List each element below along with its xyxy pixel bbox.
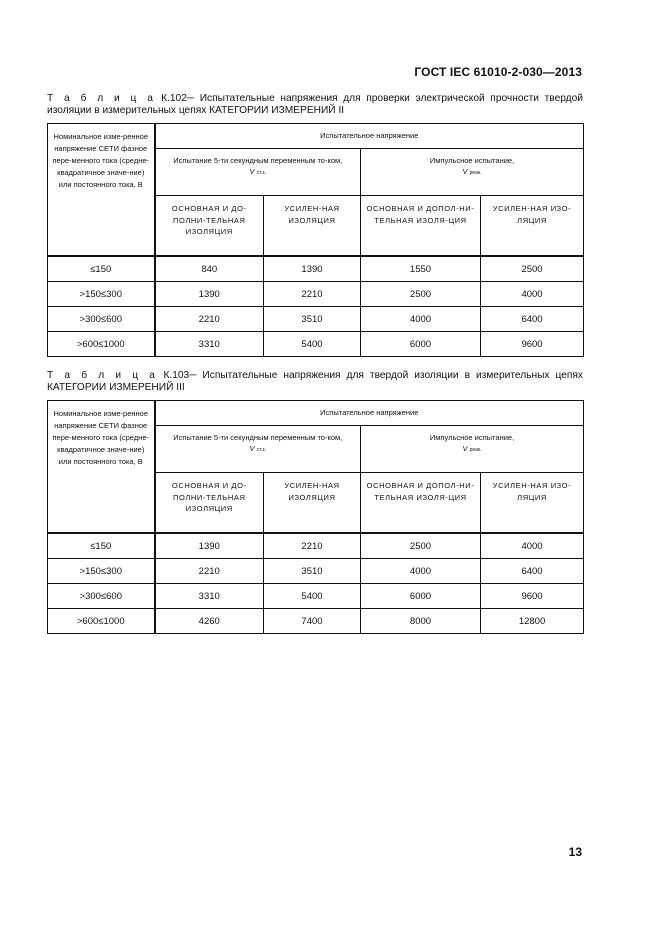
reinforced-insulation-impulse-header: УСИЛЕН-НАЯ ИЗО-ЛЯЦИЯ <box>481 473 584 534</box>
table-row <box>48 559 584 584</box>
table-cell: 2210 <box>264 282 361 307</box>
test-voltage-table-k102 <box>47 123 584 357</box>
page-number: 13 <box>568 845 582 859</box>
table-cell: 4000 <box>361 559 481 584</box>
table-row <box>48 256 584 282</box>
table-cell: 9600 <box>481 332 584 357</box>
table-cell: 2210 <box>264 533 361 559</box>
table-cell: 4260 <box>155 609 264 634</box>
table-cell: 2500 <box>481 256 584 282</box>
table-cell: 7400 <box>264 609 361 634</box>
document-standard-header: ГОСТ IEC 61010-2-030—2013 <box>414 65 582 79</box>
table-cell: 2500 <box>361 282 481 307</box>
table-row <box>48 282 584 307</box>
table-cell: 4000 <box>481 533 584 559</box>
basic-insulation-ac-header: ОСНОВНАЯ И ДО-ПОЛНИ-ТЕЛЬНАЯ ИЗОЛЯЦИЯ <box>155 473 264 534</box>
ac-test-label: Испытание 5-ти секундным переменным то-ком, <box>173 433 343 442</box>
table-row <box>48 332 584 357</box>
table-cell: 2210 <box>155 559 264 584</box>
table-cell: 1390 <box>264 256 361 282</box>
table-row <box>48 584 584 609</box>
basic-insulation-impulse-header: ОСНОВНАЯ И ДОПОЛ-НИ-ТЕЛЬНАЯ ИЗОЛЯ-ЦИЯ <box>361 473 481 534</box>
table-cell: ≤150 <box>48 533 155 559</box>
impulse-test-label: Импульсное испытание, <box>429 433 515 442</box>
table-cell: 12800 <box>481 609 584 634</box>
table-cell: 3310 <box>155 332 264 357</box>
test-voltage-table-k103 <box>47 400 584 634</box>
reinforced-insulation-ac-header: УСИЛЕН-НАЯ ИЗОЛЯЦИЯ <box>264 196 361 257</box>
test-voltage-header: Испытательное напряжение <box>155 401 584 426</box>
ac-test-label: Испытание 5-ти секундным переменным то-ком, <box>173 156 343 165</box>
table-cell: 1390 <box>155 282 264 307</box>
test-voltage-header: Испытательное напряжение <box>155 124 584 149</box>
reinforced-insulation-ac-header: УСИЛЕН-НАЯ ИЗОЛЯЦИЯ <box>264 473 361 534</box>
table-cell: 2500 <box>361 533 481 559</box>
ac-test-subscript: ст.з. <box>256 170 266 176</box>
nominal-voltage-header: Номинальное изме-ренное напряжение СЕТИ фазное пере-менного тока (средне-квадратичное значе-ние) или постоянного тока, В <box>48 124 155 257</box>
table-caption-k102 <box>47 93 583 116</box>
impulse-test-symbol: V <box>462 444 468 453</box>
table-cell: 5400 <box>264 332 361 357</box>
table-cell: >300≤600 <box>48 584 155 609</box>
impulse-test-subscript: реак. <box>469 170 482 176</box>
table-cell: ≤150 <box>48 256 155 282</box>
table-caption-k103 <box>47 370 583 393</box>
table-cell: >150≤300 <box>48 559 155 584</box>
table-caption-text: К.103─ Испытательные напряжения для твердой изоляции в измерительных цепях КАТЕГОРИИ ИЗМЕРЕНИЙ III <box>47 370 583 393</box>
table-cell: >150≤300 <box>48 282 155 307</box>
table-cell: 8000 <box>361 609 481 634</box>
table-row <box>48 609 584 634</box>
table-cell: 840 <box>155 256 264 282</box>
table-cell: 6000 <box>361 332 481 357</box>
table-cell: >600≤1000 <box>48 332 155 357</box>
ac-test-symbol: V <box>249 444 255 453</box>
impulse-test-label: Импульсное испытание, <box>429 156 515 165</box>
table-cell: 6400 <box>481 307 584 332</box>
table-cell: 1550 <box>361 256 481 282</box>
basic-insulation-impulse-header: ОСНОВНАЯ И ДОПОЛ-НИ-ТЕЛЬНАЯ ИЗОЛЯ-ЦИЯ <box>361 196 481 257</box>
reinforced-insulation-impulse-header: УСИЛЕН-НАЯ ИЗО-ЛЯЦИЯ <box>481 196 584 257</box>
table-cell: 4000 <box>481 282 584 307</box>
impulse-test-header <box>361 149 584 196</box>
table-cell: 1390 <box>155 533 264 559</box>
impulse-test-subscript: реак. <box>469 447 482 453</box>
table-cell: 3510 <box>264 559 361 584</box>
table-cell: 6400 <box>481 559 584 584</box>
table-row <box>48 533 584 559</box>
table-cell: 4000 <box>361 307 481 332</box>
table-caption-prefix: Т а б л и ц а <box>47 93 156 104</box>
ac-test-header <box>155 426 361 473</box>
table-row <box>48 307 584 332</box>
impulse-test-header <box>361 426 584 473</box>
table-cell: >600≤1000 <box>48 609 155 634</box>
table-caption-text: К.102─ Испытательные напряжения для проверки электрической прочности твердой изоляции в измерительных цепях КАТЕГОРИИ ИЗМЕРЕНИЙ II <box>47 93 583 116</box>
table-cell: >300≤600 <box>48 307 155 332</box>
table-cell: 6000 <box>361 584 481 609</box>
ac-test-header <box>155 149 361 196</box>
table-cell: 9600 <box>481 584 584 609</box>
table-cell: 2210 <box>155 307 264 332</box>
table-caption-prefix: Т а б л и ц а <box>47 370 158 381</box>
table-cell: 3510 <box>264 307 361 332</box>
table-cell: 5400 <box>264 584 361 609</box>
ac-test-symbol: V <box>249 167 255 176</box>
ac-test-subscript: ст.з. <box>256 447 266 453</box>
nominal-voltage-header: Номинальное изме-ренное напряжение СЕТИ фазное пере-менного тока (средне-квадратичное значе-ние) или постоянного тока, В <box>48 401 155 534</box>
impulse-test-symbol: V <box>462 167 468 176</box>
table-cell: 3310 <box>155 584 264 609</box>
basic-insulation-ac-header: ОСНОВНАЯ И ДО-ПОЛНИ-ТЕЛЬНАЯ ИЗОЛЯЦИЯ <box>155 196 264 257</box>
